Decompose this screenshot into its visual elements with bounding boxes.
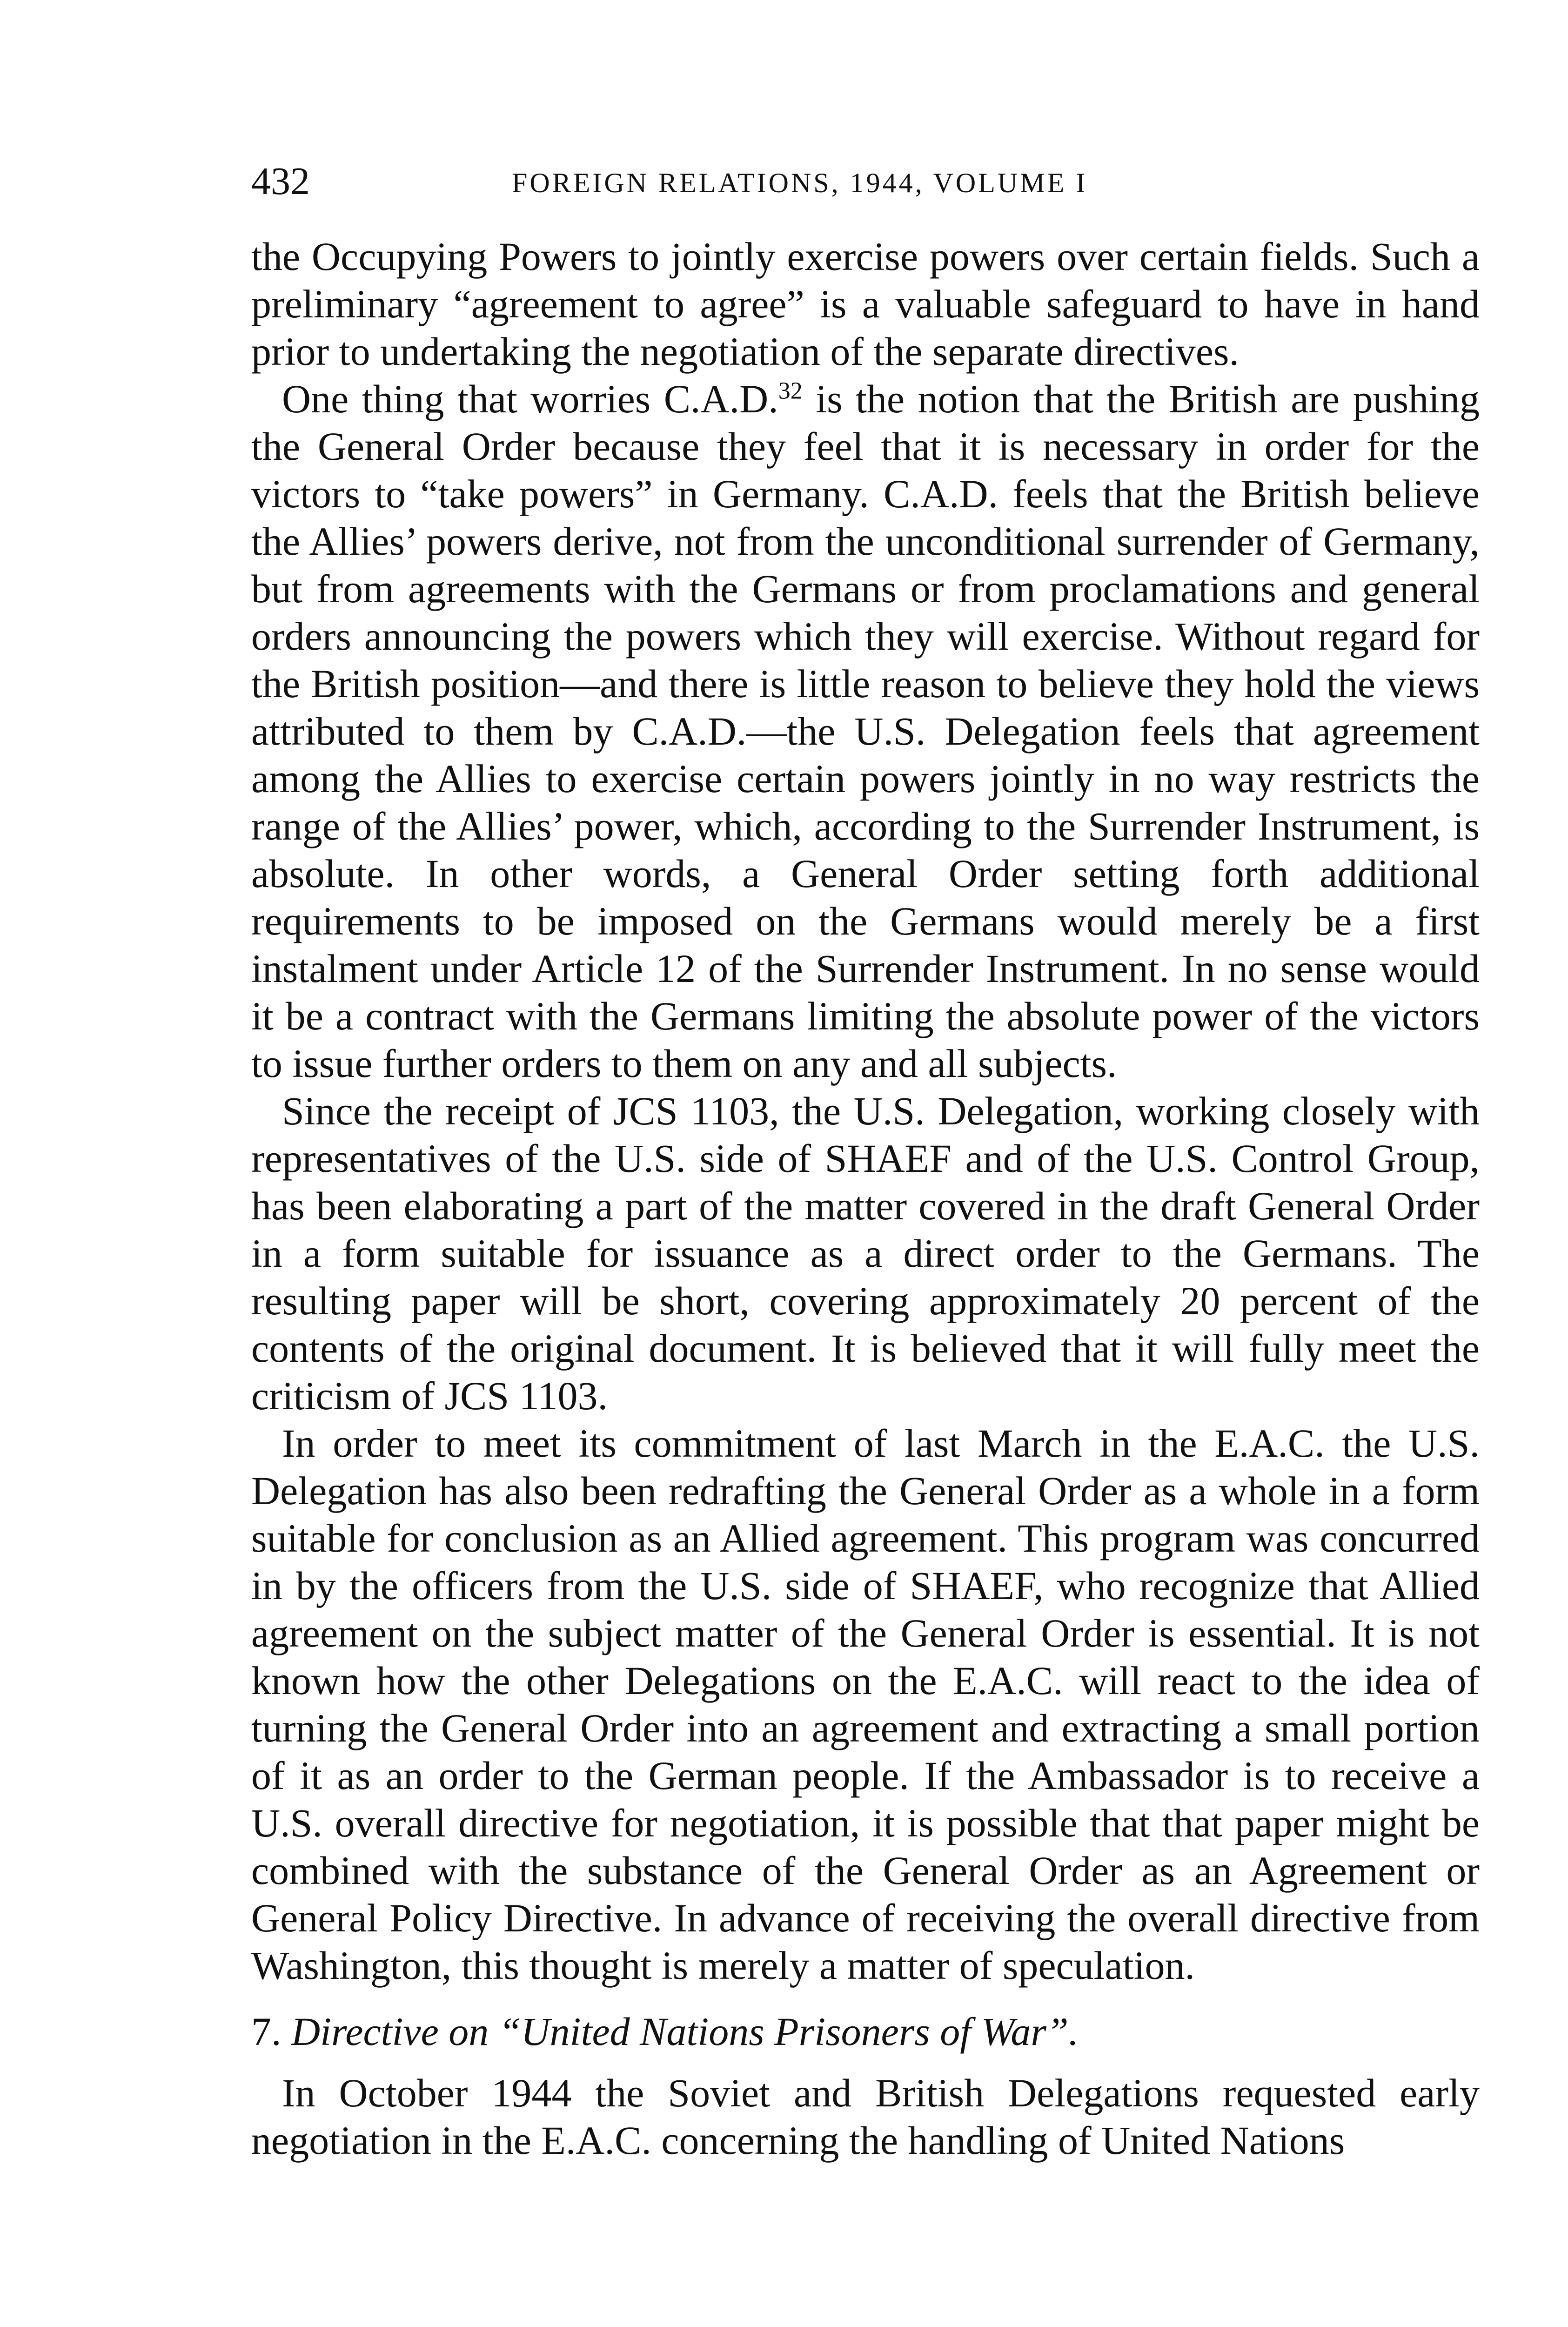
paragraph-prisoners-of-war: In October 1944 the Soviet and British Delegations requested early negotiation in the E.A.C. concerning the handling of United Nations xyxy=(251,2071,1480,2163)
body-text xyxy=(251,233,1480,2164)
page-number: 432 xyxy=(251,160,310,203)
paragraph-continuation: the Occupying Powers to jointly exercise powers over certain fields. Such a preliminary “agreement to agree” is a valuable safeguard to have in hand prior to undertaking the negotiation of the separate directives. xyxy=(251,234,1480,374)
paragraph-eac-commitment: In order to meet its commitment of last March in the E.A.C. the U.S. Delegation has also been redrafting the General Order as a whole in a form suitable for conclusion as an Allied agreement. This program was concurred in by the officers from the U.S. side of SHAEF, who recognize that Allied agreement on the subject matter of the General Order is essential. It is not known how the other Delegations on the E.A.C. will react to the idea of turning the General Order into an agreement and extracting a small portion of it as an order to the German people. If the Ambassador is to receive a U.S. overall directive for negotiation, it is possible that that paper might be combined with the substance of the General Order as an Agreement or General Policy Directive. In advance of receiving the overall directive from Washington, this thought is merely a matter of speculation. xyxy=(251,1421,1480,1988)
paragraph-cad-concern xyxy=(251,375,1480,1087)
paragraph-text-after-note: is the notion that the British are pushing the General Order because they feel that it is necessary in order for the victors to “take powers” in Germany. C.A.D. feels that the British believe the Allies’ powers derive, not from the unconditional surrender of Germany, but from agreements with the Germans or from proclamations and general orders announcing the powers which they will exercise. Without regard for the British position—and there is little reason to believe they hold the views attributed to them by C.A.D.—the U.S. Delegation feels that agreement among the Allies to exercise certain powers jointly in no way restricts the range of the Allies’ power, which, according to the Surrender Instrument, is absolute. In other words, a General Order setting forth additional requirements to be imposed on the Germans would merely be a first instalment under Article 12 of the Surrender Instrument. In no sense would it be a contract with the Germans limiting the absolute power of the victors to issue further orders to them on any and all subjects. xyxy=(251,377,1480,1086)
section-title: Directive on “United Nations Prisoners of War”. xyxy=(291,2009,1079,2054)
running-title: FOREIGN RELATIONS, 1944, VOLUME I xyxy=(512,168,1088,198)
section-number: 7. xyxy=(251,2009,281,2054)
paragraph-text-before-note: One thing that worries C.A.D. xyxy=(282,377,778,421)
page-header xyxy=(251,156,1363,207)
paragraph-jcs-1103: Since the receipt of JCS 1103, the U.S. Delegation, working closely with representatives of the U.S. side of SHAEF and of the U.S. Control Group, has been elaborating a part of the matter covered in the draft General Order in a form suitable for issuance as a direct order to the Germans. The resulting paper will be short, covering approximately 20 percent of the contents of the original document. It is believed that it will fully meet the criticism of JCS 1103. xyxy=(251,1089,1480,1418)
section-heading xyxy=(251,2008,1480,2055)
footnote-reference: 32 xyxy=(778,377,803,404)
